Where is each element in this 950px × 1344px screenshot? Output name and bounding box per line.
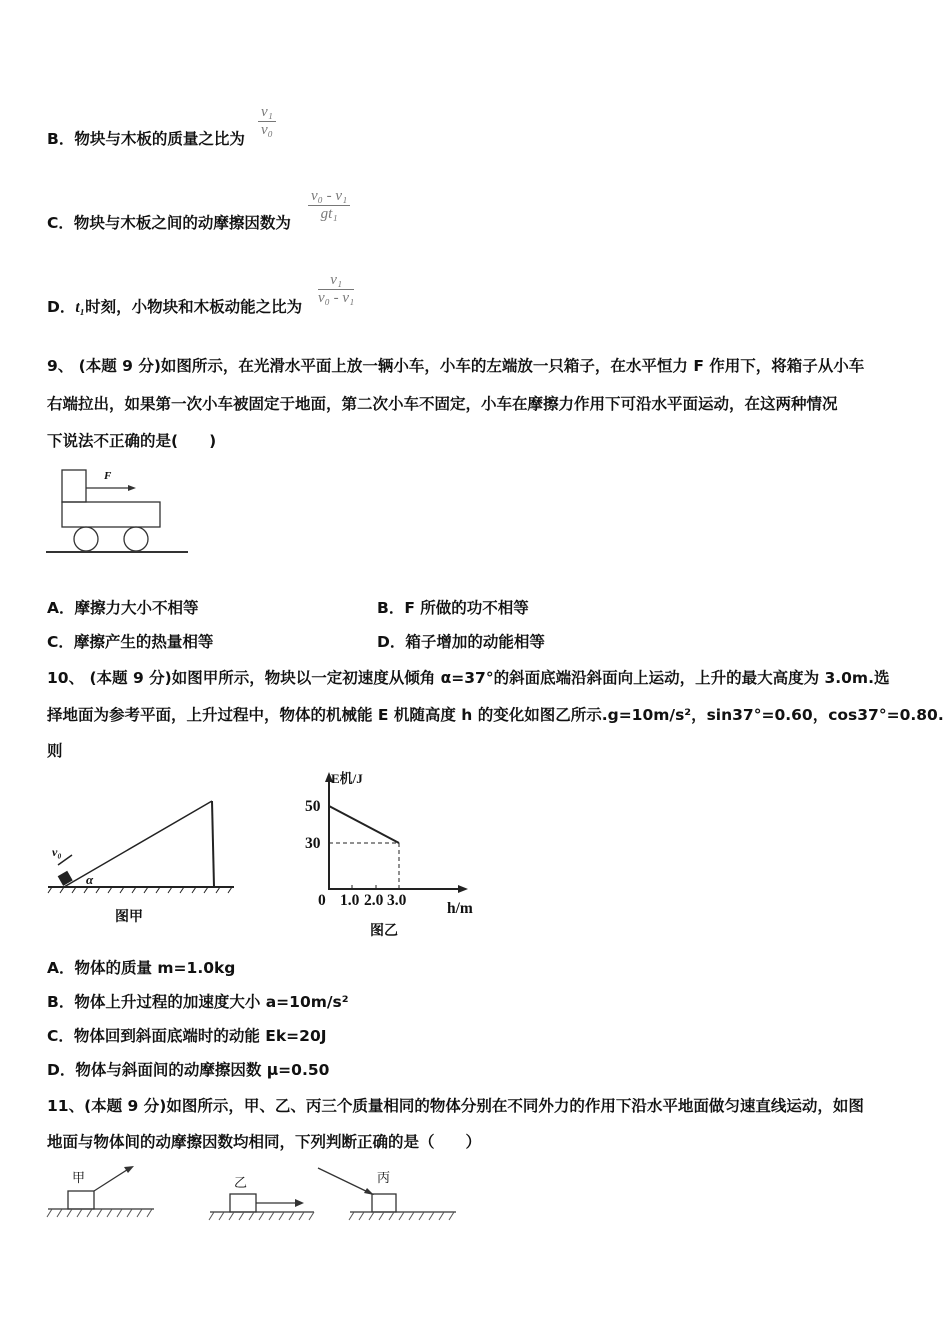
q11-label-bing: 丙 xyxy=(377,1171,391,1186)
q9-cart-figure xyxy=(44,466,194,558)
energy-line xyxy=(329,806,399,843)
q9-option-a: A．摩擦力大小不相等 xyxy=(47,599,199,617)
q8-option-d: D．t₁时刻，小物块和木板动能之比为 xyxy=(47,298,303,316)
q10-fig-a-caption: 图甲 xyxy=(115,909,143,925)
q9-option-b: B．F 所做的功不相等 xyxy=(377,599,529,617)
q10-line-3: 则 xyxy=(47,742,63,760)
q10-y-tick-50: 50 xyxy=(305,798,321,815)
q10-line-2: 择地面为参考平面，上升过程中，物体的机械能 E 机随高度 h 的变化如图乙所示.g=10m/s²，sin37°=0.60，cos37°=0.80. xyxy=(47,706,944,724)
q9-line-2: 右端拉出，如果第一次小车被固定于地面，第二次小车不固定，小车在摩擦力作用下可沿水平面运动，在这两种情况 xyxy=(47,395,838,413)
q10-x-tick-2: 2.0 xyxy=(364,892,384,909)
q11-label-yi: 乙 xyxy=(234,1176,248,1191)
q9-force-label: F xyxy=(104,470,112,482)
q10-v0-label: v₀ xyxy=(52,845,62,859)
q8-b-fraction: $\frac{\text{v₁}}{\text{v₀}}$ xyxy=(258,104,276,139)
q11-figure xyxy=(44,1160,464,1226)
q10-x-tick-3: 3.0 xyxy=(387,892,407,909)
q8-c-fraction: $\frac{\text{v₀ - v₁}}{\text{gt₁}}$ xyxy=(308,188,350,223)
q10-option-b: B．物体上升过程的加速度大小 a=10m/s² xyxy=(47,993,349,1011)
q10-y-axis-label: E机/J xyxy=(331,771,363,786)
q10-line-1: 10、 (本题 9 分)如图甲所示，物块以一定初速度从倾角 α=37°的斜面底端沿斜面向上运动，上升的最大高度为 3.0m.选 xyxy=(47,669,890,687)
q10-option-d: D．物体与斜面间的动摩擦因数 μ=0.50 xyxy=(47,1061,330,1079)
q8-option-b: B．物块与木板的质量之比为 xyxy=(47,130,245,148)
q9-line-1: 9、 (本题 9 分)如图所示，在光滑水平面上放一辆小车，小车的左端放一只箱子，在水平恒力 F 作用下，将箱子从小车 xyxy=(47,357,865,375)
q10-y-tick-30: 30 xyxy=(305,835,321,852)
q10-fig-b-caption: 图乙 xyxy=(370,923,398,939)
q10-incline-figure xyxy=(44,795,239,895)
q10-option-a: A．物体的质量 m=1.0kg xyxy=(47,959,236,977)
q11-label-jia: 甲 xyxy=(72,1171,86,1186)
q10-x-tick-1: 1.0 xyxy=(340,892,360,909)
q10-option-c: C．物体回到斜面底端时的动能 Ek=20J xyxy=(47,1027,327,1045)
q10-energy-chart xyxy=(320,770,470,895)
q10-alpha-label: α xyxy=(86,872,94,887)
q9-option-d: D．箱子增加的动能相等 xyxy=(377,633,545,651)
q10-x-tick-0: 0 xyxy=(318,892,326,909)
q10-x-axis-label: h/m xyxy=(447,900,473,917)
q11-line-2: 地面与物体间的动摩擦因数均相同，下列判断正确的是（ ） xyxy=(47,1133,482,1151)
q9-option-c: C．摩擦产生的热量相等 xyxy=(47,633,214,651)
q9-line-3: 下说法不正确的是( ) xyxy=(47,432,217,450)
q8-d-fraction: $\frac{\text{v₁}}{\text{v₀ - v₁}}$ xyxy=(318,272,355,306)
q11-line-1: 11、(本题 9 分)如图所示，甲、乙、丙三个质量相同的物体分别在不同外力的作用下沿水平地面做匀速直线运动，如图 xyxy=(47,1097,864,1115)
q8-option-c: C．物块与木板之间的动摩擦因数为 xyxy=(47,214,291,232)
